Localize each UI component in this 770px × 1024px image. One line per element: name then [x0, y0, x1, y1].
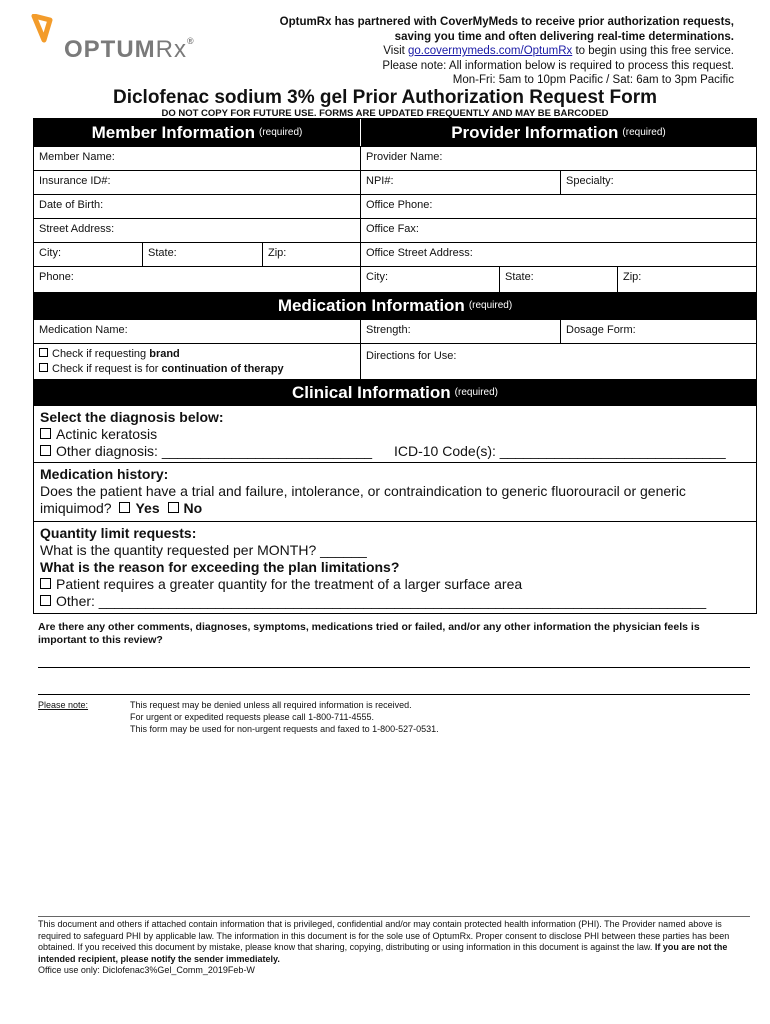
office-use-code: Office use only: Diclofenac3%Gel_Comm_2019Feb-W	[38, 965, 255, 975]
insurance-id-field[interactable]: Insurance ID#:	[39, 175, 111, 187]
checkbox[interactable]	[40, 578, 51, 589]
comments-question: Are there any other comments, diagnoses, symptoms, medications tried or failed, and/or any other information the physician feels is important to this review?	[38, 621, 700, 646]
provider-section-header: Provider Information (required)	[360, 119, 756, 146]
office-fax-field[interactable]: Office Fax:	[360, 219, 756, 242]
dob-field[interactable]: Date of Birth:	[39, 199, 104, 211]
office-street-field[interactable]: Office Street Address:	[360, 243, 756, 266]
comments-section	[38, 621, 750, 695]
checkbox[interactable]	[39, 348, 48, 357]
icd10-field[interactable]: ICD-10 Code(s): _____________________________	[394, 443, 726, 459]
street-address-field[interactable]: Street Address:	[39, 223, 115, 235]
reason-larger-area-option[interactable]: Patient requires a greater quantity for the treatment of a larger surface area	[40, 576, 750, 593]
medication-name-field[interactable]: Medication Name:	[39, 324, 128, 336]
checkbox[interactable]	[40, 595, 51, 606]
please-note-text: This request may be denied unless all required information is received. For urgent or expedited requests please call 1-800-711-4555. This form may be used for non-urgent requests and faxed to 1-800-527-0531.	[130, 700, 439, 734]
member-provider-header	[34, 119, 756, 146]
office-phone-field[interactable]: Office Phone:	[360, 195, 756, 218]
checkbox[interactable]	[119, 502, 130, 513]
strength-field[interactable]: Strength:	[360, 320, 560, 343]
checkbox[interactable]	[40, 428, 51, 439]
clinical-section-header: Clinical Information (required)	[34, 379, 756, 406]
continuation-checkbox-option[interactable]: Check if request is for continuation of therapy	[39, 362, 355, 377]
please-note-label: Please note:	[38, 700, 89, 710]
quantity-limit-block: Quantity limit requests: What is the quantity requested per MONTH? ______ What is the reason for exceeding the plan limitations? Patient requires a greater quantity for the treatment of a larger surface area Other: ______________________________________________________________________________	[34, 521, 756, 613]
history-no-option[interactable]: No	[164, 500, 203, 516]
member-zip-field[interactable]: Zip:	[262, 243, 360, 266]
provider-name-field[interactable]: Provider Name:	[360, 147, 756, 170]
medication-history-block: Medication history: Does the patient have a trial and failure, intolerance, or contraindication to generic fluorouracil or generic imiquimod? Yes No	[34, 462, 756, 521]
directions-field[interactable]: Directions for Use:	[360, 344, 756, 379]
medication-section-header: Medication Information (required)	[34, 292, 756, 319]
comments-line-2[interactable]	[38, 694, 750, 695]
dosage-form-field[interactable]: Dosage Form:	[560, 320, 756, 343]
checkbox[interactable]	[40, 445, 51, 456]
member-phone-field[interactable]: Phone:	[39, 271, 74, 283]
reason-other-option[interactable]: Other: ______________________________________________________________________________	[40, 593, 750, 610]
diagnosis-block: Select the diagnosis below: Actinic keratosis Other diagnosis: ___________________________ ICD-10 Code(s): _____________________________	[34, 406, 756, 462]
specialty-field[interactable]: Specialty:	[560, 171, 756, 194]
member-name-field[interactable]: Member Name:	[39, 151, 115, 163]
checkbox[interactable]	[168, 502, 179, 513]
header-line-4: Please note: All information below is required to process this request.	[382, 59, 734, 72]
history-yes-option[interactable]: Yes	[115, 500, 159, 516]
covermymeds-link[interactable]: go.covermymeds.com/OptumRx	[408, 45, 573, 57]
dx-actinic-option[interactable]: Actinic keratosis	[40, 426, 750, 443]
member-city-field[interactable]: City:	[39, 247, 61, 259]
header-notice	[264, 15, 734, 88]
member-section-header: Member Information (required)	[34, 119, 360, 146]
provider-state-field[interactable]: State:	[499, 267, 617, 292]
checkbox[interactable]	[39, 363, 48, 372]
npi-field[interactable]: NPI#:	[360, 171, 560, 194]
member-state-field[interactable]: State:	[142, 243, 262, 266]
dx-other-option[interactable]: Other diagnosis: ___________________________	[40, 443, 394, 460]
optumrx-logo-mark	[28, 14, 58, 50]
provider-city-field[interactable]: City:	[360, 267, 499, 292]
form-title: Diclofenac sodium 3% gel Prior Authorization Request Form	[112, 87, 658, 108]
quantity-per-month-field[interactable]: What is the quantity requested per MONTH? ______	[40, 542, 367, 558]
comments-line-1[interactable]	[38, 667, 750, 668]
footer	[38, 916, 750, 977]
form-subtitle: DO NOT COPY FOR FUTURE USE. FORMS ARE UPDATED FREQUENTLY AND MAY BE BARCODED	[161, 108, 609, 119]
pa-form	[33, 118, 757, 614]
brand-checkbox-option[interactable]: Check if requesting brand	[39, 347, 355, 362]
header-line-5: Mon-Fri: 5am to 10pm Pacific / Sat: 6am to 3pm Pacific	[452, 74, 734, 86]
header-line-2: saving you time and often delivering real-time determinations.	[394, 30, 734, 43]
header-line-3: Visit go.covermymeds.com/OptumRx to begin using this free service.	[383, 45, 734, 57]
phi-notice: This document and others if attached contain information that is privileged, confidential and/or may contain protected health information (PHI). The Provider named above is required to safeguard PHI by applicable law. The information in this document is for the sole use of OptumRx. Proper consent to disclose PHI between these parties has been obtained. If you received this document by mistake, please know that sharing, copying, distributing or using information in this document is against the law. If you are not the intended recipient, please notify the sender immediately.	[38, 919, 730, 964]
footer-divider	[38, 916, 750, 917]
header-line-1: OptumRx has partnered with CoverMyMeds to receive prior authorization requests,	[279, 16, 734, 28]
optumrx-logo: OPTUMRx®	[64, 36, 195, 63]
provider-zip-field[interactable]: Zip:	[617, 267, 756, 292]
